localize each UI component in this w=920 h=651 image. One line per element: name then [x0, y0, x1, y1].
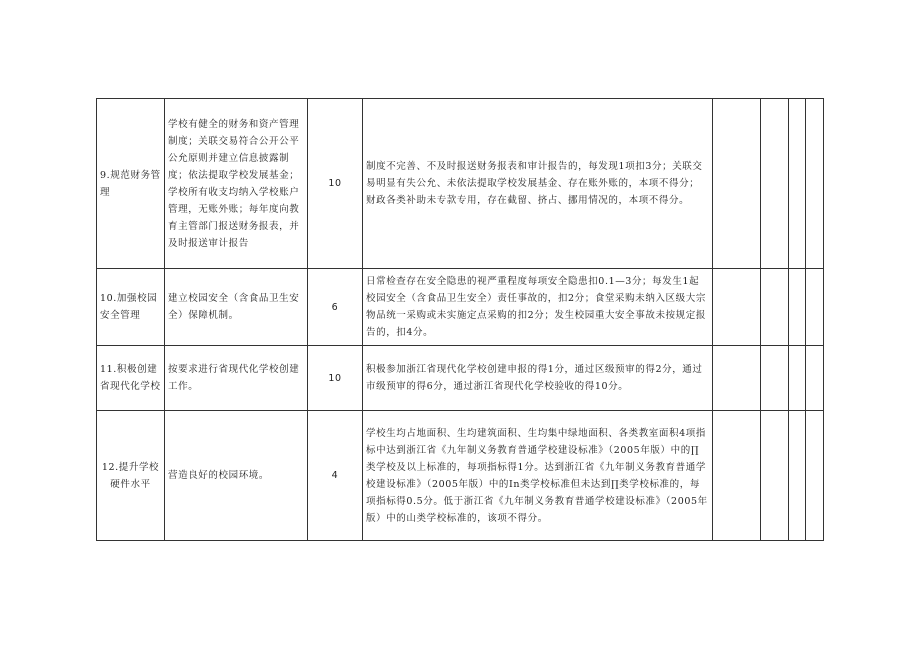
scoring-rule-cell: 日常检查存在安全隐患的视严重程度每项安全隐患扣0.1—3分；每发生1起校园安全（含食品卫生安全）责任事故的，扣2分；食堂采购未纳入区级大宗物品统一采购或未实施定点采购的扣2分；发生校园重大安全事故未按规定报告的，扣4分。 [363, 269, 713, 346]
empty-cell [806, 99, 824, 269]
score-cell: 6 [308, 269, 363, 346]
scoring-rule-cell: 积极参加浙江省现代化学校创建申报的得1分，通过区级预审的得2分，通过市级预审的得6分，通过浙江省现代化学校验收的得10分。 [363, 346, 713, 411]
item-name-cell: 11.积极创建省现代化学校 [97, 346, 165, 411]
item-name-cell: 12.提升学校硬件水平 [97, 411, 165, 541]
empty-cell [713, 269, 761, 346]
empty-cell [806, 411, 824, 541]
empty-cell [806, 269, 824, 346]
item-name-cell: 9.规范财务管理 [97, 99, 165, 269]
empty-cell [713, 411, 761, 541]
item-name-cell: 10.加强校园安全管理 [97, 269, 165, 346]
table-row [97, 99, 824, 269]
score-cell: 10 [308, 346, 363, 411]
empty-cell [806, 346, 824, 411]
score-cell: 4 [308, 411, 363, 541]
table-row [97, 269, 824, 346]
score-cell: 10 [308, 99, 363, 269]
empty-cell [789, 411, 806, 541]
empty-cell [761, 346, 789, 411]
empty-cell [761, 269, 789, 346]
requirement-cell: 建立校园安全（含食品卫生安全）保障机制。 [165, 269, 308, 346]
table-row [97, 346, 824, 411]
empty-cell [789, 99, 806, 269]
empty-cell [789, 269, 806, 346]
requirement-cell: 按要求进行省现代化学校创建工作。 [165, 346, 308, 411]
scoring-rule-cell: 学校生均占地面积、生均建筑面积、生均集中绿地面积、各类教室面积4项指标中达到浙江省《九年制义务教育普通学校建设标准》（2005年版）中的∏类学校及以上标准的，每项指标得1分。达到浙江省《九年制义务教育普通学校建设标准》（2005年版）中的In类学校标准但未达到∏类学校标准的，每项指标得0.5分。低于浙江省《九年制义务教育普通学校建设标准》（2005年版）中的山类学校标准的，该项不得分。 [363, 411, 713, 541]
empty-cell [761, 99, 789, 269]
empty-cell [713, 346, 761, 411]
requirement-cell: 学校有健全的财务和资产管理制度；关联交易符合公开公平公允原则并建立信息披露制度；依法提取学校发展基金；学校所有收支均纳入学校账户管理，无账外账；每年度向教育主管部门报送财务报表，并及时报送审计报告 [165, 99, 308, 269]
scoring-rule-cell: 制度不完善、不及时报送财务报表和审计报告的，每发现1项扣3分；关联交易明显有失公允、未依法提取学校发展基金、存在账外账的，本项不得分；财政各类补助未专款专用，存在截留、挤占、挪用情况的，本项不得分。 [363, 99, 713, 269]
table-row [97, 411, 824, 541]
empty-cell [761, 411, 789, 541]
evaluation-table [96, 98, 824, 541]
empty-cell [713, 99, 761, 269]
empty-cell [789, 346, 806, 411]
requirement-cell: 营造良好的校园环境。 [165, 411, 308, 541]
